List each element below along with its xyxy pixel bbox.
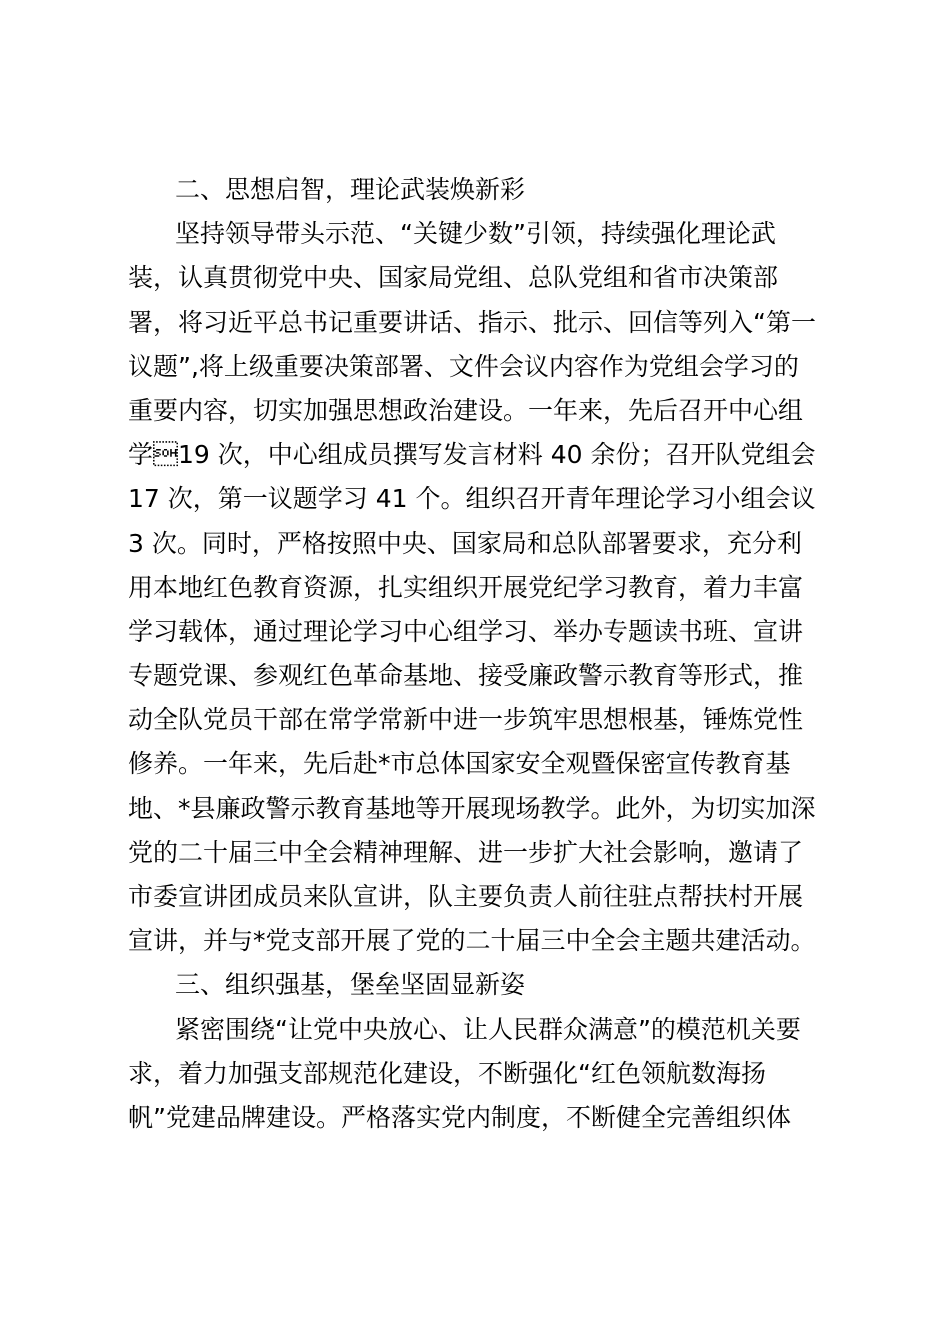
heading-text: 二、思想启智，理论武装焕新彩 (175, 175, 526, 204)
paragraph-line: 帆”党建品牌建设。严格落实党内制度，不断健全完善组织体 (128, 1102, 791, 1132)
paragraph-line: 署，将习近平总书记重要讲话、指示、批示、回信等列入“第一 (128, 307, 816, 337)
paragraph-line: 市委宣讲团成员来队宣讲，队主要负责人前往驻点帮扶村开展 (128, 882, 804, 911)
paragraph-line: 17 次，第一议题学习 41 个。组织召开青年理论学习小组会议 (128, 484, 816, 514)
paragraph-line: 动全队党员干部在常学常新中进一步筑牢思想根基，锤炼党性 (128, 705, 804, 735)
paragraph-line: 装，认真贯彻党中央、国家局党组、总队党组和省市决策部 (128, 263, 779, 293)
paragraph-line: 求，着力加强支部规范化建设，不断强化“红色领航数海扬 (128, 1058, 766, 1088)
paragraph-line: 修养。一年来，先后赴*市总体国家安全观暨保密宣传教育基 (128, 749, 791, 779)
paragraph-theory (128, 212, 833, 963)
paragraph-line: 宣讲，并与*党支部开展了党的二十届三中全会主题共建活动。 (128, 926, 816, 956)
paragraph-line: 重要内容，切实加强思想政治建设。一年来，先后召开中心组 (128, 395, 804, 425)
paragraph-line: 坚持领导带头示范、“关键少数”引领，持续强化理论武 (175, 219, 776, 249)
paragraph-line: 党的二十届三中全会精神理解、进一步扩大社会影响，邀请了 (128, 837, 804, 867)
paragraph-line: 专题党课、参观红色革命基地、接受廉政警示教育等形式，推 (128, 661, 804, 691)
paragraph-line: 地、*县廉政警示教育基地等开展现场教学。此外，为切实加深 (128, 793, 816, 823)
paragraph-line: 学19 次，中心组成员撰写发言材料 40 余份；召开队党组会 (128, 440, 816, 470)
paragraph-line: 紧密围绕“让党中央放心、让人民群众满意”的模范机关要 (175, 1014, 801, 1044)
paragraph-line: 议题”,将上级重要决策部署、文件会议内容作为党组会学习的 (128, 351, 799, 381)
document-body (128, 168, 833, 1140)
section-heading-2 (128, 168, 833, 212)
section-heading-3 (128, 963, 833, 1007)
paragraph-organization (128, 1008, 833, 1141)
paragraph-line: 学习载体，通过理论学习中心组学习、举办专题读书班、宣讲 (128, 616, 804, 646)
paragraph-line: 3 次。同时，严格按照中央、国家局和总队部署要求，充分利 (128, 528, 802, 558)
paragraph-line: 用本地红色教育资源，扎实组织开展党纪学习教育，着力丰富 (128, 572, 804, 602)
heading-text: 三、组织强基，堡垒坚固显新姿 (175, 970, 526, 1000)
